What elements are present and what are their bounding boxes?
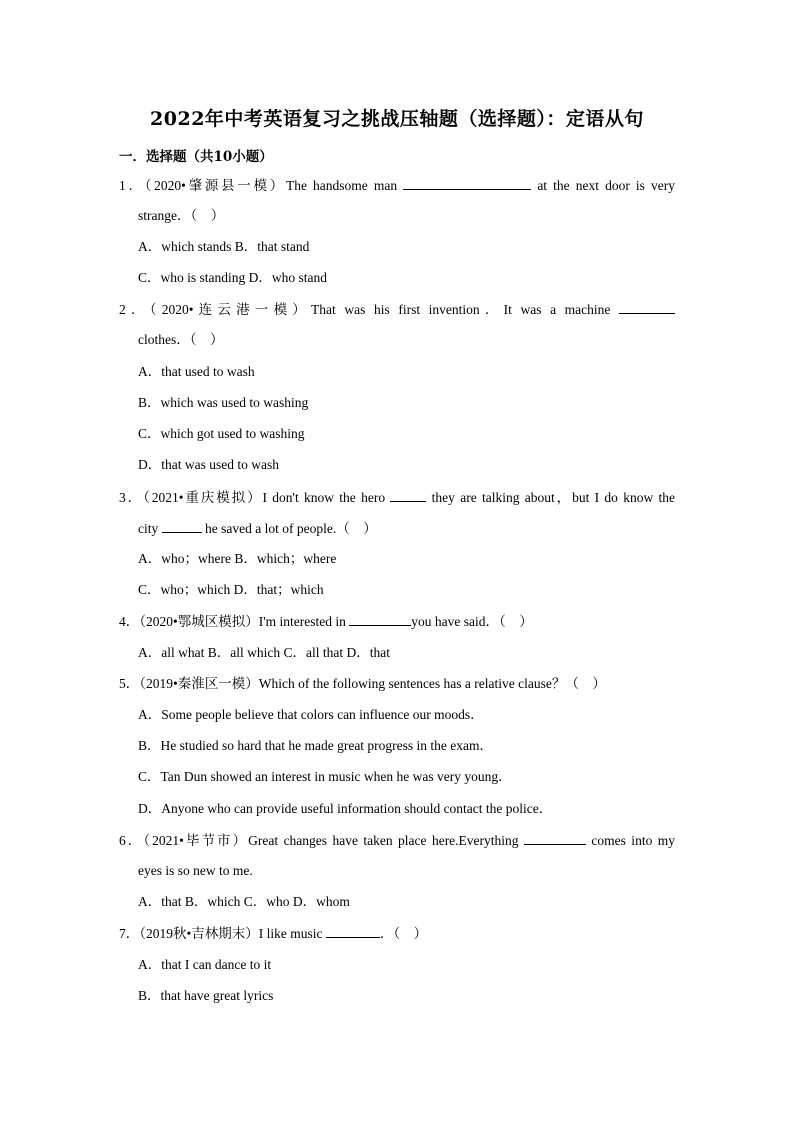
question-source: （2019秋•吉林期末） [139,926,259,941]
question-2 [119,299,675,319]
question-number: 3． [119,490,144,505]
answer-option: B．which was used to washing [138,395,309,410]
answer-option: D．that was used to wash [138,457,279,472]
answer-blank [326,923,380,938]
question-5 [119,674,675,694]
answer-option: D．Anyone who can provide useful information should contact the police． [138,801,553,816]
question-text: at the next door is very [531,178,676,193]
answer-option: C．Tan Dun showed an interest in music when he was very young． [138,769,512,784]
answer-option: A．Some people believe that colors can influence our moods． [138,707,484,722]
question-source: （2020•肇源县一模） [144,178,286,193]
question-text: comes into my [585,833,675,848]
question-number: 1． [119,178,145,193]
question-text: I don't know the hero [262,490,391,505]
section-heading: 一．选择题（共10小题） [119,149,273,165]
question-source: （2021•重庆模拟） [143,490,263,505]
question-4 [119,611,675,631]
question-text: Which of the following sentences has a relative clause？（ ） [258,676,606,691]
question-continuation: eyes is so new to me. [138,863,253,878]
answer-blank [349,611,411,626]
question-text: That was his first invention．It was a machine [311,302,620,317]
question-number: 7． [119,926,140,941]
answer-option: A．which stands B．that stand [138,239,310,254]
question-number: 5． [119,676,140,691]
question-text: city [138,521,162,536]
answer-blank [162,518,202,533]
question-text: they are talking about，but I do know the [426,490,675,505]
question-6 [119,830,675,850]
answer-option: B．He studied so hard that he made great progress in the exam． [138,738,494,753]
question-source: （2021•毕节市） [143,833,249,848]
question-continuation: clothes．（ ） [138,332,224,347]
question-source: （2020•连云港一模） [149,302,312,317]
question-3 [119,487,675,507]
question-continuation [138,518,675,538]
answer-option: C．which got used to washing [138,426,305,441]
answer-option: A．who；where B．which；where [138,551,337,566]
answer-option: A．that B．which C．who D．whom [138,894,350,909]
answer-blank [403,175,531,190]
question-text: ．（ ） [379,926,428,941]
question-source: （2019•秦淮区一模） [139,676,259,691]
answer-option: B．that have great lyrics [138,988,274,1003]
answer-option: A．that used to wash [138,364,255,379]
question-text: Great changes have taken place here.Everything [248,833,524,848]
question-text: The handsome man [285,178,404,193]
question-number: 6． [119,833,144,848]
question-text: you have said．（ ） [411,614,533,629]
question-1 [119,175,675,195]
answer-blank [619,299,675,314]
question-number: 2． [119,302,150,317]
answer-option: A．all what B．all which C．all that D．that [138,645,390,660]
answer-option: A．that I can dance to it [138,957,272,972]
answer-option: C．who；which D．that；which [138,582,324,597]
question-text: I like music [258,926,326,941]
question-text: I'm interested in [258,614,350,629]
question-7 [119,923,675,943]
page-title: 2022年中考英语复习之挑战压轴题（选择题）：定语从句 [150,108,644,130]
question-number: 4． [119,614,140,629]
question-source: （2020•鄂城区模拟） [139,614,259,629]
answer-blank [524,830,586,845]
question-continuation: strange．（ ） [138,208,225,223]
question-text: he saved a lot of people.（ ） [201,521,377,536]
answer-option: C．who is standing D．who stand [138,270,327,285]
answer-blank [390,487,426,502]
